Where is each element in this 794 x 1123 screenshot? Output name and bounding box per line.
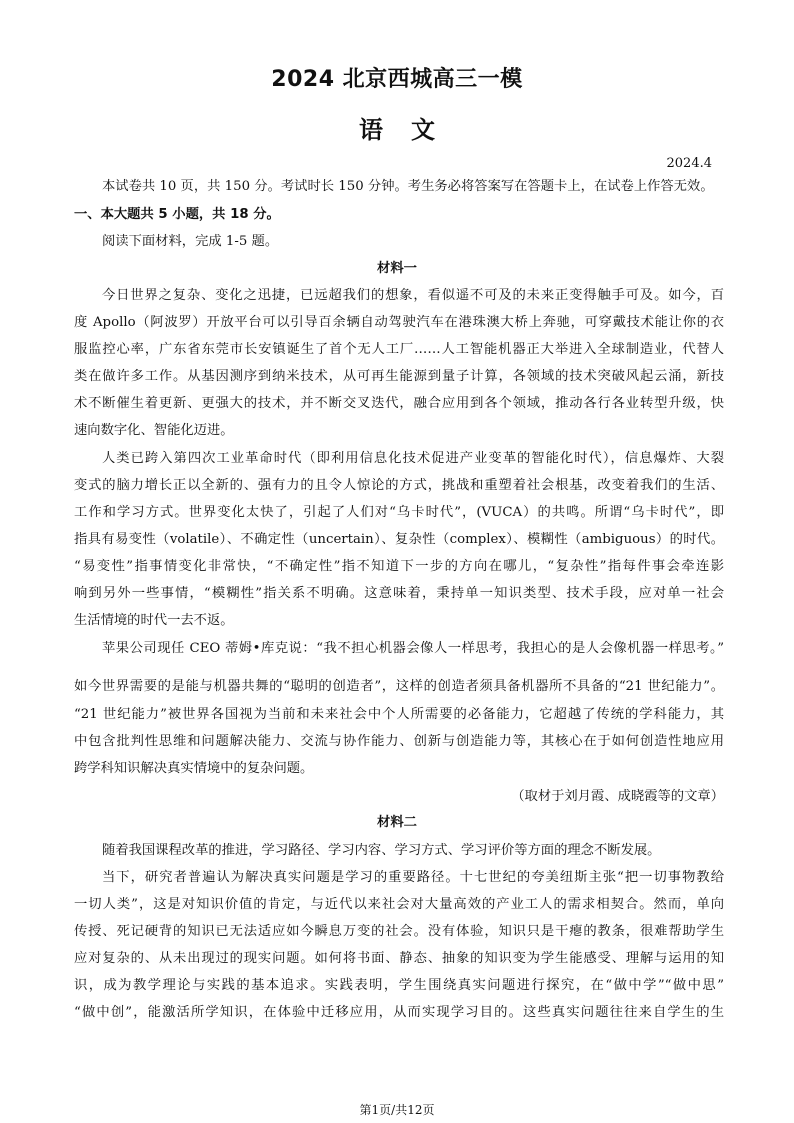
paragraph-line: “21 世纪能力”被世界各国视为当前和未来社会中个人所需要的必备能力，它超越了传统的学科能力，其 [74, 707, 724, 722]
page-number: 第1页/共12页 [359, 1103, 435, 1117]
paragraph-line: 速向数字化、智能化迈进。 [74, 423, 234, 438]
paragraph-line: 苹果公司现任 CEO 蒂姆•库克说：“我不担心机器会像人一样思考，我担心的是人会像机器一样思考。” [102, 641, 724, 656]
paragraph-line: 响到另外一些事情，“模糊性”指关系不明确。这意味着，秉持单一知识类型、技术手段，应对单一社会 [74, 586, 724, 601]
paragraph-line: 度 Apollo（阿波罗）开放平台可以引导百余辆自动驾驶汽车在港珠澳大桥上奔驰，可穿戴技术能让你的衣 [74, 315, 724, 330]
paragraph-line: 术不断催生着更新、更强大的技术，并不断交叉迭代，融合应用到各个领域，推动各行各业转型升级，快 [74, 396, 724, 411]
paragraph-line: 指具有易变性（volatile）、不确定性（uncertain）、复杂性（complex）、模糊性（ambiguous）的时代。 [74, 532, 724, 547]
paragraph-line: 传授、死记硬背的知识已无法适应如今瞬息万变的社会。没有体验，知识只是干瘪的教条，很难帮助学生 [74, 924, 724, 939]
paragraph-line: 工作和学习方式。世界变化太快了，引起了人们对“乌卡时代”，(VUCA）的共鸣。所谓“乌卡时代”，即 [74, 505, 724, 520]
paragraph-line: 中包含批判性思维和问题解决能力、交流与协作能力、创新与创造能力等，其核心在于如何创造性地应用 [74, 734, 724, 749]
material-1-source: （取材于刘月霞、成晓霞等的文章） [511, 789, 724, 804]
paragraph-line: 人类已跨入第四次工业革命时代（即利用信息化技术促进产业变革的智能化时代），信息爆炸、大裂 [102, 451, 724, 466]
exam-intro: 本试卷共 10 页，共 150 分。考试时长 150 分钟。考生务必将答案写在答题卡上，在试卷上作答无效。 [102, 179, 714, 194]
section-instruction: 阅读下面材料，完成 1-5 题。 [102, 234, 279, 249]
paragraph-line: 识，成为教学理论与实践的基本追求。实践表明，学生围绕真实问题进行探究，在“做中学”“做中思” [74, 978, 724, 993]
exam-date: 2024.4 [666, 156, 712, 171]
paragraph-line: 如今世界需要的是能与机器共舞的“聪明的创造者”，这样的创造者须具备机器所不具备的“21 世纪能力”。 [74, 679, 724, 694]
paragraph-line: 随着我国课程改革的推进，学习路径、学习内容、学习方式、学习评价等方面的理念不断发展。 [102, 843, 661, 858]
paragraph-line: 当下，研究者普遍认为解决真实问题是学习的重要路径。十七世纪的夸美纽斯主张“把一切事物教给 [102, 870, 724, 885]
material-2-title: 材料二 [377, 815, 417, 830]
paragraph-line: “易变性”指事情变化非常快，“不确定性”指不知道下一步的方向在哪儿，“复杂性”指每件事会牵连影 [74, 559, 724, 574]
subject-title: 语文 [359, 116, 463, 144]
paragraph-line: 服监控心率，广东省东莞市长安镇诞生了首个无人工厂……人工智能机器正大举进入全球制造业，代替人 [74, 342, 724, 357]
paragraph-line: 生活情境的时代一去不返。 [74, 613, 234, 628]
paragraph-line: 今日世界之复杂、变化之迅捷，已远超我们的想象，看似遥不可及的未来正变得触手可及。如今，百 [102, 288, 724, 303]
paragraph-line: “做中创”，能激活所学知识，在体验中迁移应用，从而实现学习目的。这些真实问题往往来自学生的生 [74, 1005, 724, 1020]
material-1-title: 材料一 [377, 261, 417, 276]
exam-title: 2024 北京西城高三一模 [271, 67, 523, 92]
paragraph-line: 跨学科知识解决真实情境中的复杂问题。 [74, 761, 314, 776]
paragraph-line: 类在做许多工作。从基因测序到纳米技术，从可再生能源到量子计算，各领域的技术突破风起云涌，新技 [74, 369, 724, 384]
paragraph-line: 应对复杂的、从未出现过的现实问题。如何将书面、静态、抽象的知识变为学生能感受、理解与运用的知 [74, 951, 724, 966]
section-heading: 一、本大题共 5 小题，共 18 分。 [74, 207, 280, 222]
paragraph-line: 变式的脑力增长正以全新的、强有力的且令人惊论的方式，挑战和重塑着社会根基，改变着我们的生活、 [74, 478, 724, 493]
paragraph-line: 一切人类”，这是对知识价值的肯定，与近代以来社会对大量高效的产业工人的需求相契合。然而，单向 [74, 897, 724, 912]
